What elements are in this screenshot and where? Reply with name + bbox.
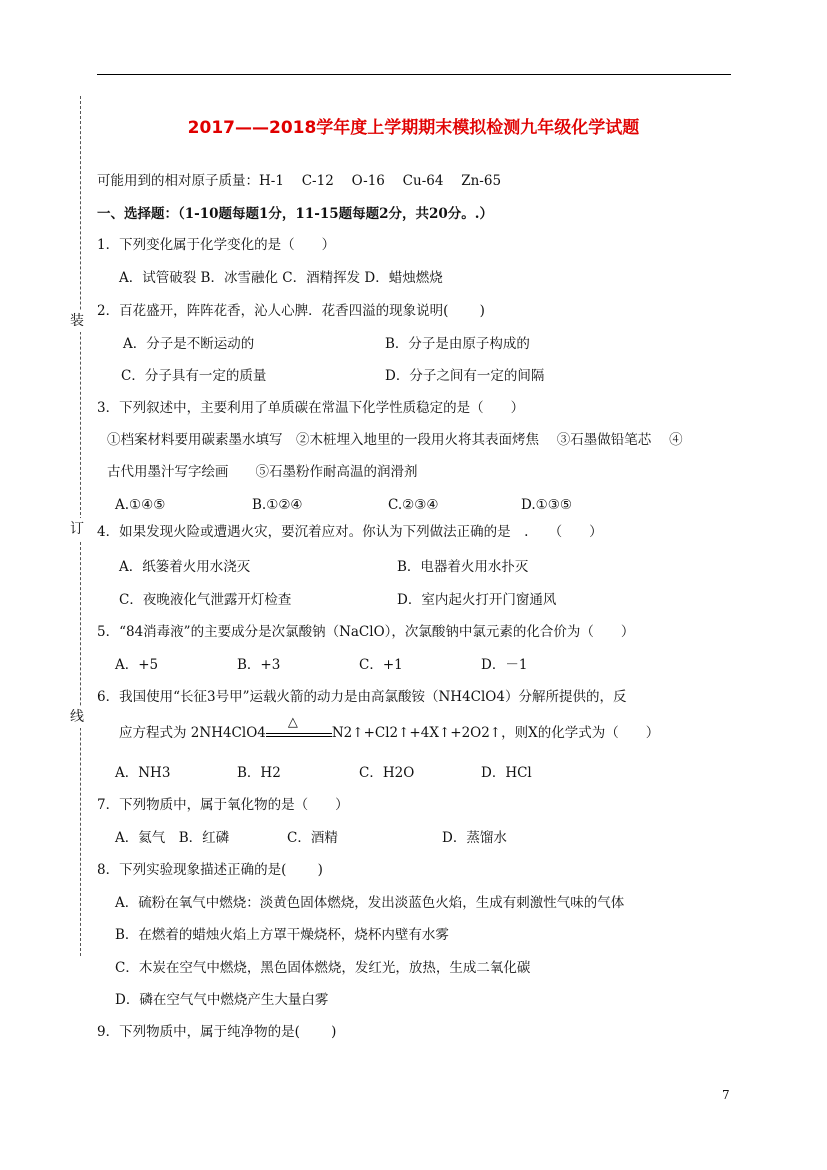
q3-stem: 3．下列叙述中，主要利用了单质碳在常温下化学性质稳定的是（ ） [97, 400, 525, 416]
q5-option-c: C．+1 [359, 657, 403, 673]
q6-equation [119, 714, 660, 742]
q5-option-a: A．+5 [115, 657, 159, 673]
q2-option-b: B．分子是由原子构成的 [385, 336, 530, 352]
page-number: 7 [722, 1088, 730, 1102]
q6-stem: 6．我国使用“长征3号甲”运载火箭的动力是由高氯酸铵（NH4ClO4）分解所提供的，反 [97, 689, 627, 705]
q3-option-a: A.①④⑤ [115, 497, 166, 513]
header-rule [97, 74, 731, 75]
q8-option-c: C．木炭在空气中燃烧，黑色固体燃烧，发红光，放热，生成二氧化碳 [115, 960, 531, 976]
q8-option-d: D．磷在空气气中燃烧产生大量白雾 [115, 992, 329, 1008]
q5-option-d: D．－1 [481, 657, 528, 673]
q4-option-a: A．纸篓着火用水浇灭 [119, 559, 251, 575]
binding-char-zhuang: 装 [70, 310, 84, 332]
q2-option-c: C．分子具有一定的质量 [121, 368, 267, 384]
q6-option-c: C．H2O [359, 765, 415, 781]
q6-option-b: B．H2 [237, 765, 281, 781]
q7-option-d: D．蒸馏水 [442, 830, 507, 846]
q8-option-a: A．硫粉在氧气中燃烧：淡黄色固体燃烧，发出淡蓝色火焰，生成有刺激性气味的气体 [115, 895, 625, 911]
q2-option-a: A．分子是不断运动的 [123, 336, 255, 352]
q5-stem: 5．“84消毒液”的主要成分是次氯酸钠（NaClO），次氯酸钠中氯元素的化合价为（ ） [97, 624, 635, 640]
q7-stem: 7．下列物质中，属于氧化物的是（ ） [97, 797, 349, 813]
q3-statements-line2: 古代用墨汁写字绘画 ⑤石墨粉作耐高温的润滑剂 [107, 464, 418, 480]
q2-stem: 2．百花盛开，阵阵花香，沁人心脾．花香四溢的现象说明( ) [97, 303, 485, 319]
q4-option-d: D．室内起火打开门窗通风 [397, 592, 557, 608]
q7-option-c: C．酒精 [287, 830, 338, 846]
exam-title: 2017——2018学年度上学期期末模拟检测九年级化学试题 [187, 118, 640, 138]
q8-option-b: B．在燃着的蜡烛火焰上方罩干燥烧杯，烧杯内壁有水雾 [115, 927, 449, 943]
q6-option-a: A．NH3 [115, 765, 171, 781]
q3-option-c: C.②③④ [388, 497, 439, 513]
q3-option-b: B.①②④ [252, 497, 303, 513]
atomic-mass-line: 可能用到的相对原子质量：H-1 C-12 O-16 Cu-64 Zn-65 [97, 173, 502, 189]
section-heading: 一、选择题：（1-10题每题1分，11-15题每题2分，共20分。.） [97, 206, 493, 222]
q4-stem: 4．如果发现火险或遭遇火灾，要沉着应对。你认为下列做法正确的是 . （ ） [97, 524, 603, 540]
q5-option-b: B．+3 [237, 657, 281, 673]
q9-stem: 9．下列物质中，属于纯净物的是( ) [97, 1024, 337, 1040]
q3-statements-line1: ①档案材料要用碳素墨水填写 ②木桩埋入地里的一段用火将其表面烤焦 ③石墨做铅笔芯 ④ [107, 432, 683, 448]
q2-option-d: D．分子之间有一定的间隔 [385, 368, 545, 384]
q4-option-b: B．电器着火用水扑灭 [397, 559, 529, 575]
binding-char-xian: 线 [70, 706, 84, 728]
reaction-arrow [266, 714, 332, 741]
q8-stem: 8．下列实验现象描述正确的是( ) [97, 862, 323, 878]
q7-option-ab: A．氦气 B．红磷 [115, 830, 230, 846]
q1-options: A．试管破裂 B．冰雪融化 C．酒精挥发 D．蜡烛燃烧 [119, 270, 443, 286]
q1-stem: 1．下列变化属于化学变化的是（ ） [97, 237, 336, 253]
q6-equation-reactant: 应方程式为 2NH4ClO4 [119, 725, 266, 741]
q4-option-c: C．夜晚液化气泄露开灯检查 [119, 592, 292, 608]
q6-option-d: D．HCl [481, 765, 532, 781]
binding-char-ding: 订 [70, 518, 84, 540]
q3-option-d: D.①③⑤ [521, 497, 572, 513]
q6-equation-products: N2↑+Cl2↑+4X↑+2O2↑，则X的化学式为（ ） [331, 725, 660, 741]
heating-triangle-icon: △ [287, 714, 298, 730]
